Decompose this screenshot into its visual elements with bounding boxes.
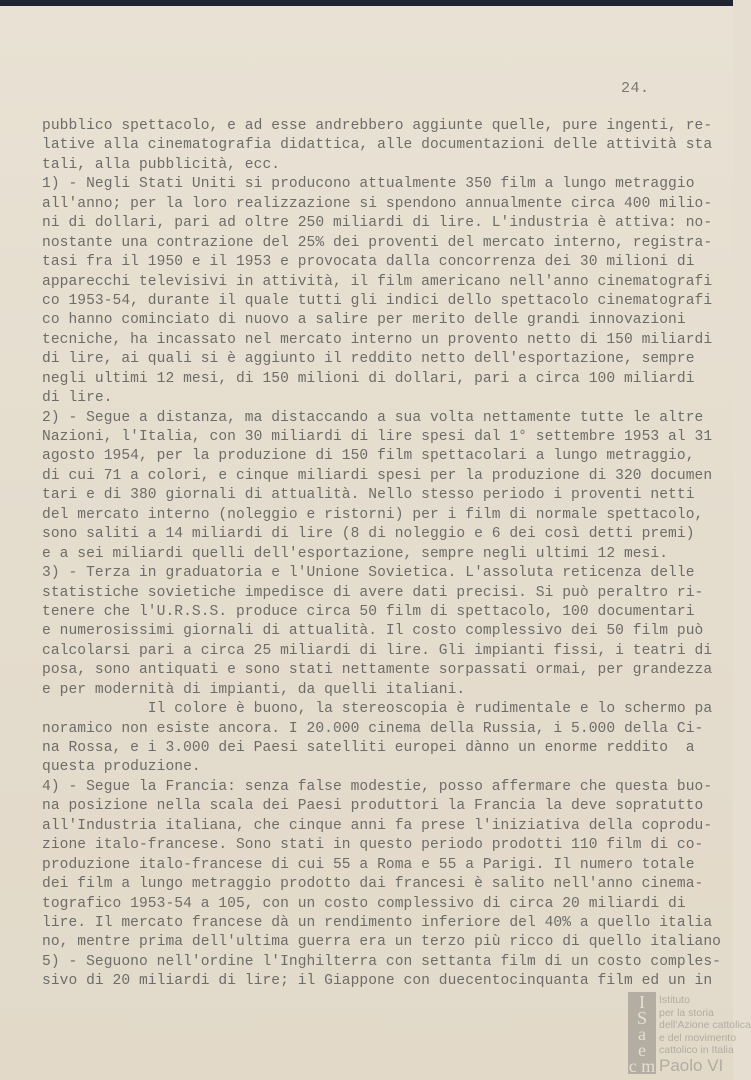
text-line: Nazioni, l'Italia, con 30 miliardi di lire spesi dal 1° settembre 1953 al 31 bbox=[42, 429, 713, 445]
text-line: apparecchi televisivi in attività, il film americano nell'anno cinematografi bbox=[42, 273, 713, 290]
text-line: sono saliti a 14 miliardi di lire (8 di noleggio e 6 dei così detti premi) bbox=[42, 526, 695, 543]
text-line: di cui 71 a colori, e cinque miliardi spesi per la produzione di 320 documen bbox=[42, 467, 713, 484]
text-line: di lire. bbox=[42, 390, 113, 407]
text-line: 1) - Negli Stati Uniti si producono attualmente 350 film a lungo metraggio bbox=[42, 176, 695, 193]
text-line: all'Industria italiana, che cinque anni fa prese l'iniziativa della coprodu- bbox=[42, 817, 713, 834]
text-line: tali, alla pubblicità, ecc. bbox=[42, 156, 281, 173]
text-line: posa, sono antiquati e sono stati nettamente sorpassati ormai, per grandezza bbox=[42, 662, 713, 679]
text-line: produzione italo-francese di cui 55 a Roma e 55 a Parigi. Il numero totale bbox=[42, 856, 695, 873]
logo-text-line: per la storia bbox=[659, 1006, 714, 1019]
text-line: 4) - Segue la Francia: senza false modestie, posso affermare che questa buo- bbox=[42, 778, 713, 795]
logo-name: Paolo VI bbox=[659, 1055, 724, 1075]
text-line: nostante una contrazione del 25% dei proventi del mercato interno, registra- bbox=[42, 234, 713, 251]
text-line: e per modernità di impianti, da quelli italiani. bbox=[42, 681, 466, 698]
page-number: 24. bbox=[621, 80, 650, 97]
logo-letter: c bbox=[628, 1056, 637, 1076]
text-line: del mercato interno (noleggio e ristorni) per i film di normale spettacolo, bbox=[42, 506, 704, 523]
text-line: tasi fra il 1950 e il 1953 e provocata dalla concorrenza dei 30 milioni di bbox=[42, 254, 695, 271]
text-line: Il colore è buono, la stereoscopia è rudimentale e lo schermo pa bbox=[42, 701, 713, 718]
logo-text-line: dell'Azione cattolica bbox=[659, 1019, 751, 1031]
text-line: tecniche, ha incassato nel mercato interno un provento netto di 150 miliardi bbox=[42, 331, 713, 348]
text-line: ni di dollari, pari ad oltre 250 miliardi di lire. L'industria è attiva: no- bbox=[42, 215, 713, 232]
logo-letter: S bbox=[636, 1008, 647, 1028]
text-line: di lire, ai quali si è aggiunto il reddito netto dell'esportazione, sempre bbox=[42, 351, 695, 368]
text-line: pubblico spettacolo, e ad esse andrebbero aggiunte quelle, pure ingenti, re- bbox=[42, 118, 713, 134]
text-line: na posizione nella scala dei Paesi produttori la Francia la deve sopratutto bbox=[42, 798, 704, 815]
text-line: questa produzione. bbox=[42, 759, 201, 776]
text-line: no, mentre prima dell'ultima guerra era un terzo più ricco di quello italiano bbox=[42, 934, 721, 951]
logo-letter: e bbox=[638, 1040, 646, 1060]
logo-text-line: cattolico in Italia bbox=[659, 1044, 734, 1056]
text-line: 3) - Terza in graduatoria e l'Unione Sovietica. L'assoluta reticenza delle bbox=[42, 565, 695, 582]
text-line: zione italo-francese. Sono stati in questo periodo prodotti 110 film di co- bbox=[42, 837, 704, 854]
archive-watermark-logo bbox=[628, 992, 751, 1076]
text-line: negli ultimi 12 mesi, di 150 milioni di dollari, pari a circa 100 miliardi bbox=[42, 370, 695, 387]
logo-text bbox=[659, 994, 751, 1075]
typewritten-body bbox=[42, 117, 732, 992]
text-line: na Rossa, e i 3.000 dei Paesi satelliti europei dànno un enorme reddito a bbox=[42, 740, 695, 756]
logo-letter: I bbox=[639, 992, 645, 1012]
text-line: dei film a lungo metraggio prodotto dai francesi è salito nell'anno cinema- bbox=[42, 876, 704, 893]
text-line: e a sei miliardi quelli dell'esportazione, sempre negli ultimi 12 mesi. bbox=[42, 545, 669, 562]
text-line: noramico non esiste ancora. I 20.000 cinema della Russia, i 5.000 della Ci- bbox=[42, 720, 704, 737]
text-line: lative alla cinematografia didattica, alle documentazioni delle attività sta bbox=[42, 137, 713, 154]
text-line: co hanno cominciato di nuovo a salire per merito delle grandi innovazioni bbox=[42, 312, 686, 329]
logo-text-line: Istituto bbox=[659, 994, 690, 1006]
text-line: 5) - Seguono nell'ordine l'Inghilterra con settanta film di un costo comples- bbox=[42, 953, 721, 970]
text-line: calcolarsi pari a circa 25 miliardi di lire. Gli impianti fissi, i teatri di bbox=[42, 642, 713, 659]
text-line: tari e di 380 giornali di attualità. Nello stesso periodo i proventi netti bbox=[42, 487, 695, 504]
logo-letter: a bbox=[638, 1024, 646, 1044]
text-line: tenere che l'U.R.S.S. produce circa 50 film di spettacolo, 100 documentari bbox=[42, 603, 695, 620]
text-line: co 1953-54, durante il quale tutti gli indici dello spettacolo cinematografi bbox=[42, 292, 713, 309]
logo-monogram bbox=[628, 992, 656, 1074]
text-line: 2) - Segue a distanza, ma distaccando a sua volta nettamente tutte le altre bbox=[42, 409, 704, 426]
text-line: statistiche sovietiche impedisce di avere dati precisi. Si può peraltro ri- bbox=[42, 584, 704, 601]
text-line: all'anno; per la loro realizzazione si spendono annualmente circa 400 milio- bbox=[42, 195, 713, 212]
text-line: sivo di 20 miliardi di lire; il Giappone con duecentocinquanta film ed un in bbox=[42, 973, 713, 990]
text-line: tografico 1953-54 a 105, con un costo complessivo di circa 20 miliardi di bbox=[42, 895, 686, 912]
text-line: agosto 1954, per la produzione di 150 film spettacolari a lungo metraggio, bbox=[42, 448, 695, 465]
logo-letter: m bbox=[641, 1056, 656, 1076]
text-line: e numerosissimi giornali di attualità. Il costo complessivo dei 50 film può bbox=[42, 623, 704, 640]
text-line: lire. Il mercato francese dà un rendimento inferiore del 40% a quello italia bbox=[42, 914, 713, 931]
logo-text-line: e del movimento bbox=[659, 1031, 737, 1044]
